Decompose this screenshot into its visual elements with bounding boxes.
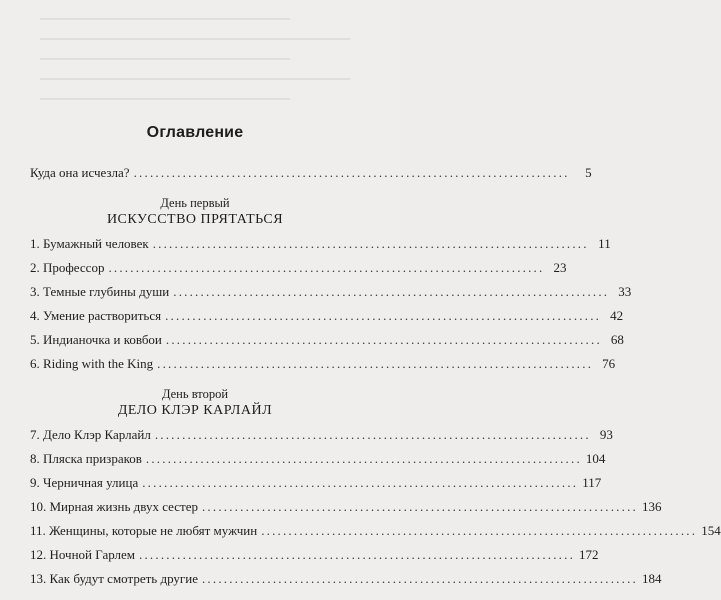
part-title: ДЕЛО КЛЭР КАРЛАЙЛ [117, 403, 273, 418]
entry-label: 8. Пляска призраков [30, 451, 142, 466]
entry-page: 33 [618, 284, 632, 299]
leader-dots: ................................................................................ [145, 451, 582, 466]
entry-label: 2. Профессор [30, 260, 105, 275]
leader-dots: ................................................................................ [139, 547, 576, 562]
entry-page: 184 [641, 571, 662, 586]
entry-page: 136 [641, 499, 662, 514]
table-of-contents [30, 124, 721, 586]
entry-page: 104 [585, 451, 606, 466]
entry-page: 154 [701, 523, 721, 538]
entry-label: 9. Черничная улица [30, 475, 139, 490]
toc-entry[interactable] [30, 332, 624, 348]
part-title: ИСКУССТВО ПРЯТАТЬСЯ [106, 212, 284, 227]
toc-entry[interactable] [30, 260, 567, 276]
toc-entry[interactable] [30, 523, 721, 539]
leader-dots: ................................................................................ [165, 308, 602, 323]
entry-label: 5. Индианочка и ковбои [30, 332, 162, 347]
part-heading-2 [30, 387, 360, 419]
entry-label: 3. Темные глубины души [30, 284, 170, 299]
toc-title: Оглавление [146, 124, 244, 141]
toc-entry[interactable] [30, 499, 662, 515]
leader-dots: ................................................................................ [157, 356, 594, 371]
entry-page: 5 [585, 165, 592, 180]
leader-dots: ................................................................................ [165, 332, 602, 347]
leader-dots: ................................................................................ [133, 165, 570, 180]
entry-label: 13. Как будут смотреть другие [30, 571, 198, 586]
entry-label: 7. Дело Клэр Карлайл [30, 427, 151, 442]
entry-page: 93 [599, 427, 613, 442]
leader-dots: ................................................................................ [108, 260, 545, 275]
bleed-through-text [40, 0, 380, 120]
entry-label: 10. Мирная жизнь двух сестер [30, 499, 198, 514]
entry-page: 11 [598, 236, 611, 251]
leader-dots: ................................................................................ [154, 427, 591, 442]
toc-entry[interactable] [30, 475, 602, 491]
toc-entry[interactable] [30, 571, 662, 587]
entry-page: 76 [602, 356, 616, 371]
toc-entry[interactable] [30, 236, 611, 252]
leader-dots: ................................................................................ [201, 499, 638, 514]
toc-entry[interactable] [30, 308, 624, 324]
entry-label: 6. Riding with the King [30, 356, 154, 371]
leader-dots: ................................................................................ [142, 475, 579, 490]
toc-entry[interactable] [30, 451, 606, 467]
part-heading-1 [30, 196, 360, 228]
entry-page: 42 [610, 308, 624, 323]
toc-entry[interactable] [30, 427, 613, 443]
entry-label: 1. Бумажный человек [30, 236, 149, 251]
entry-page: 23 [553, 260, 567, 275]
entry-label: Куда она исчезла? [30, 165, 130, 180]
entry-label: 4. Умение раствориться [30, 308, 162, 323]
leader-dots: ................................................................................ [173, 284, 610, 299]
leader-dots: ................................................................................ [201, 571, 638, 586]
toc-entry[interactable] [30, 547, 599, 563]
entry-page: 68 [610, 332, 624, 347]
entry-label: 11. Женщины, которые не любят мужчин [30, 523, 258, 538]
part-day: День первый [160, 196, 230, 210]
toc-entry[interactable] [30, 284, 632, 300]
part-day: День второй [161, 387, 229, 401]
toc-entry-intro[interactable] [30, 165, 592, 181]
leader-dots: ................................................................................ [152, 236, 589, 251]
toc-entry[interactable] [30, 356, 616, 372]
entry-label: 12. Ночной Гарлем [30, 547, 136, 562]
entry-page: 172 [579, 547, 599, 562]
leader-dots: ................................................................................ [261, 523, 698, 538]
entry-page: 117 [582, 475, 602, 490]
